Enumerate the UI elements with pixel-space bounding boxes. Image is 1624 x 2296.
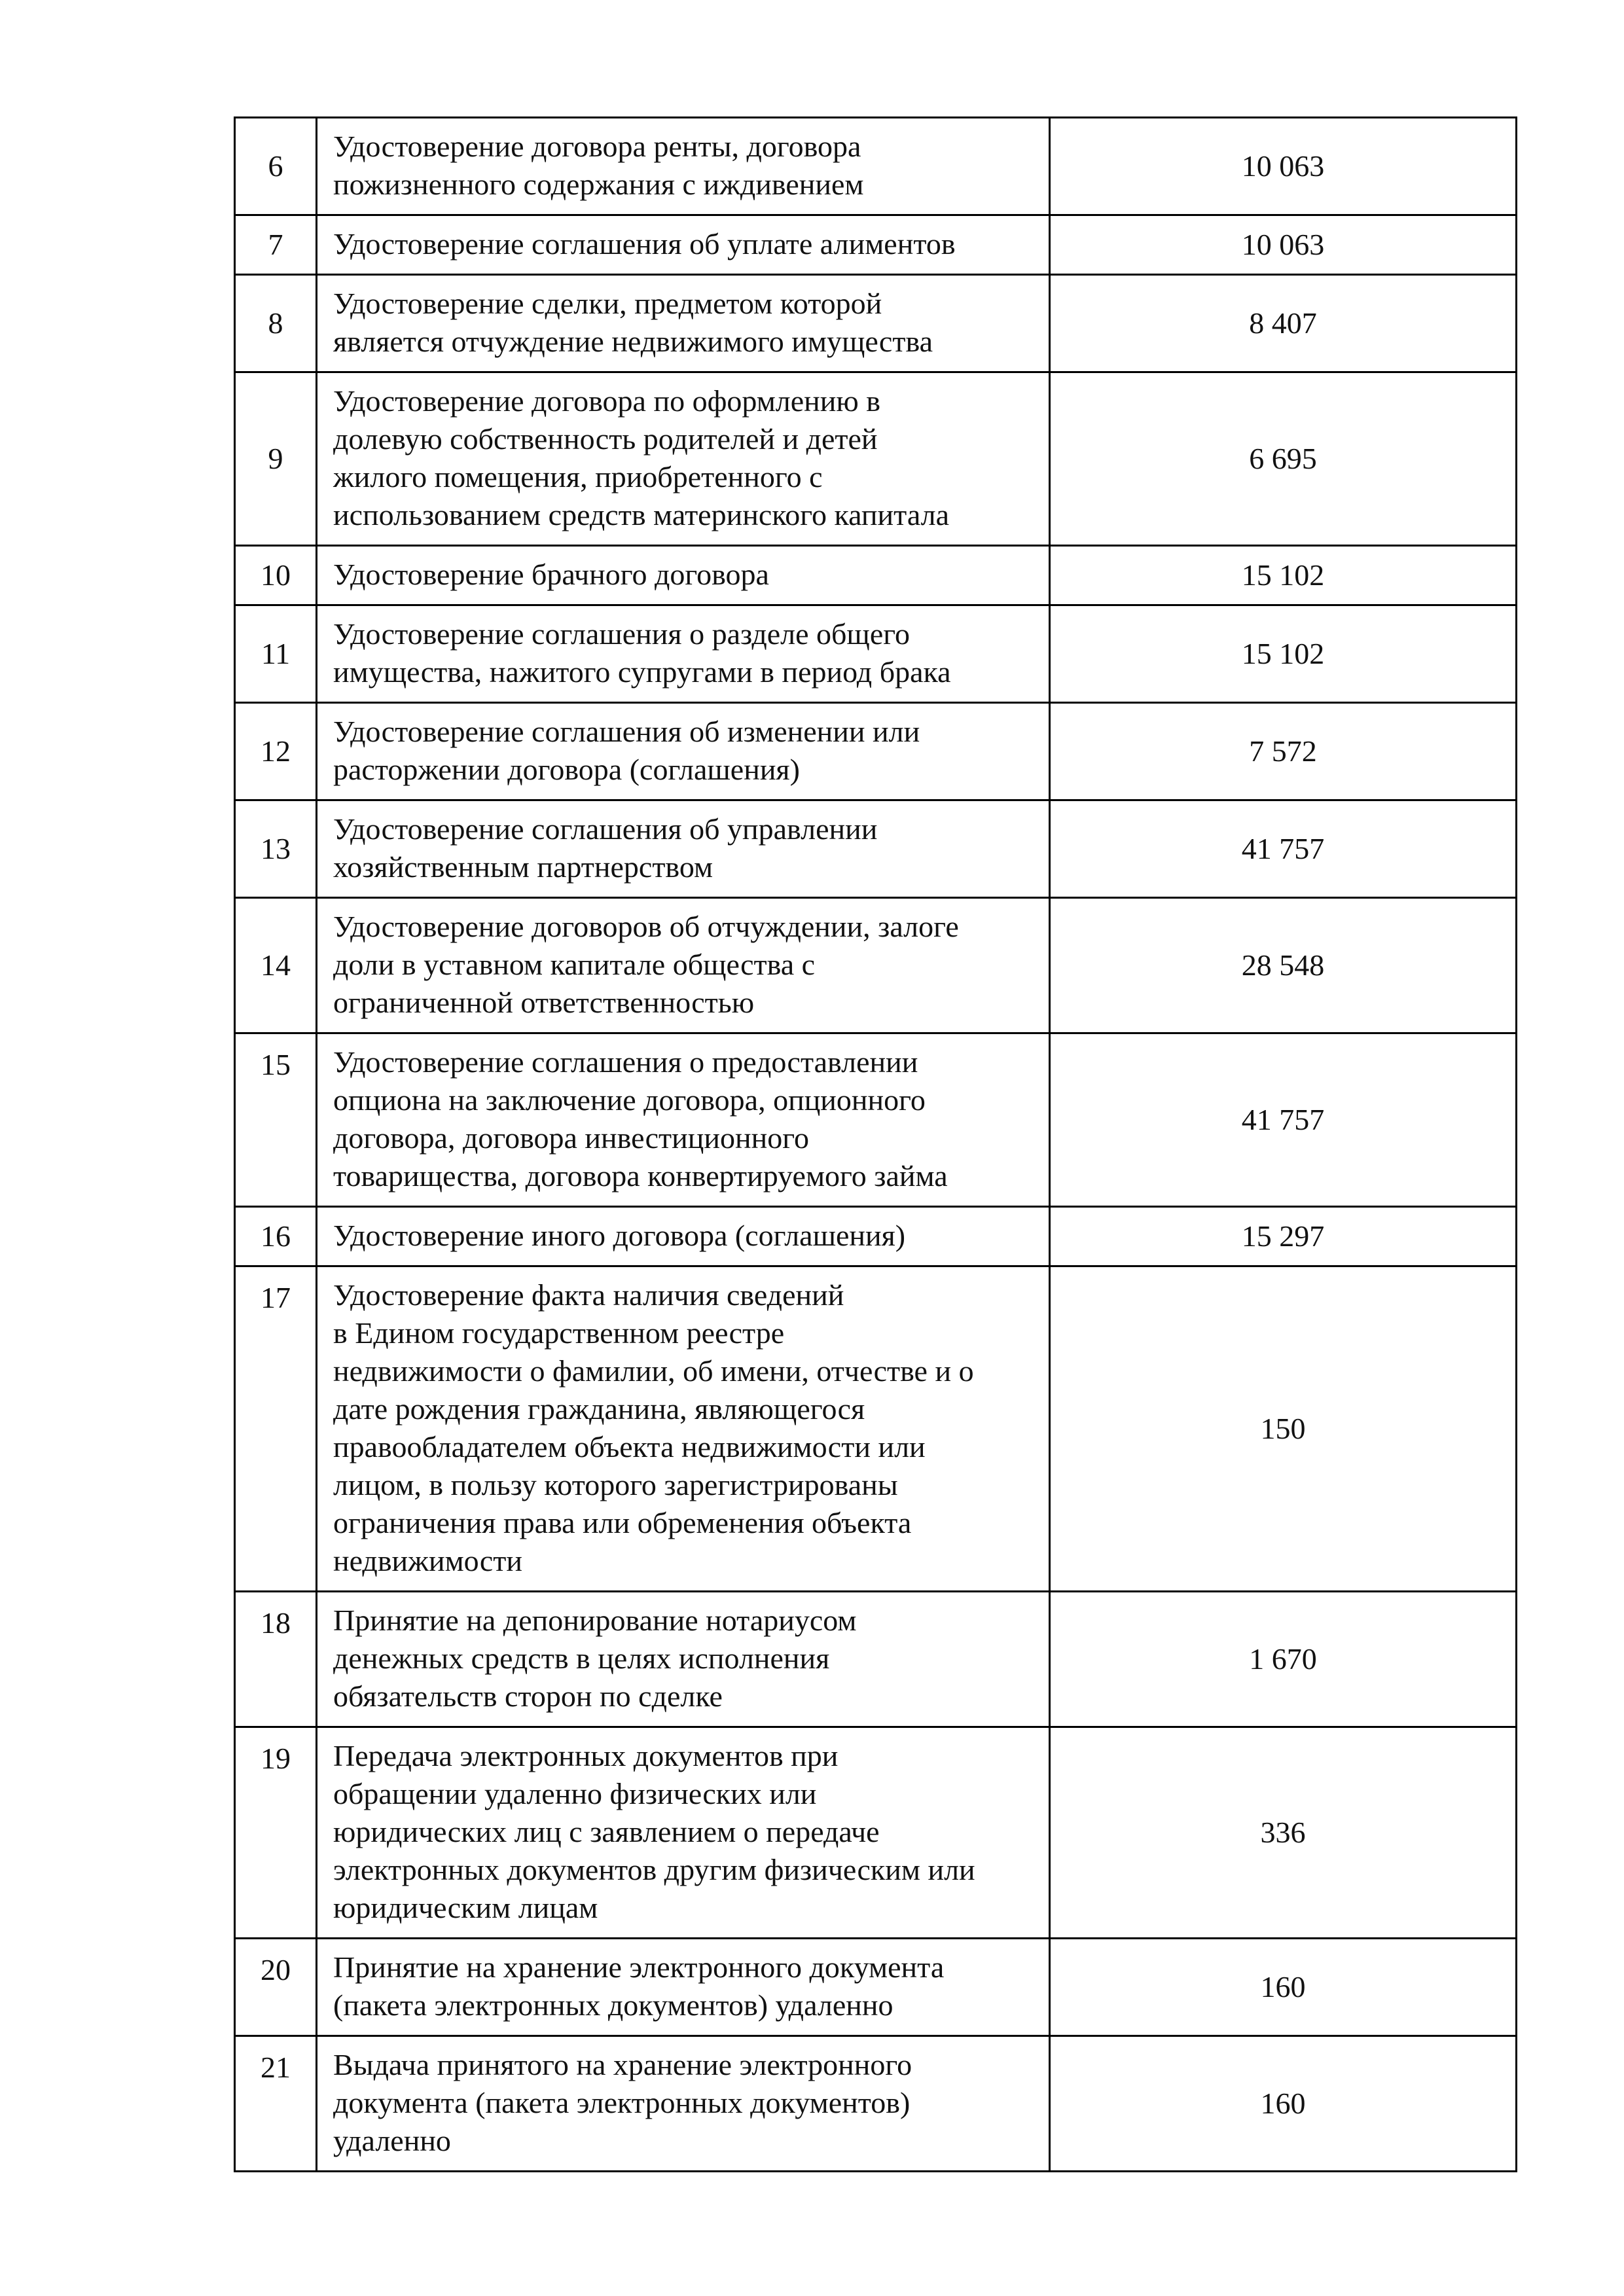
fee-amount-cell: 150 <box>1050 1266 1517 1592</box>
service-description-cell <box>317 1033 1050 1207</box>
description-line: юридических лиц с заявлением о передаче <box>333 1815 880 1848</box>
service-description-cell <box>317 703 1050 800</box>
fee-amount-cell: 10 063 <box>1050 215 1517 275</box>
table-row <box>235 898 1517 1033</box>
service-description-cell <box>317 800 1050 898</box>
fee-amount-cell: 160 <box>1050 2036 1517 2172</box>
description-line: расторжении договора (соглашения) <box>333 753 800 786</box>
description-line: Удостоверение соглашения об изменении или <box>333 715 920 748</box>
service-description-cell <box>317 372 1050 546</box>
fee-amount-cell: 15 297 <box>1050 1207 1517 1266</box>
description-line: использованием средств материнского капитала <box>333 498 950 531</box>
fee-amount-cell: 41 757 <box>1050 1033 1517 1207</box>
description-line: Удостоверение брачного договора <box>333 558 769 591</box>
service-description-cell <box>317 1266 1050 1592</box>
description-line: Передача электронных документов при <box>333 1739 839 1772</box>
fee-amount-cell: 15 102 <box>1050 605 1517 703</box>
description-line: товарищества, договора конвертируемого займа <box>333 1159 948 1193</box>
service-description-cell <box>317 1939 1050 2036</box>
fee-amount-cell: 6 695 <box>1050 372 1517 546</box>
service-description-cell <box>317 118 1050 215</box>
description-line: опциона на заключение договора, опционного <box>333 1083 926 1117</box>
description-line: является отчуждение недвижимого имущества <box>333 325 933 358</box>
table-row <box>235 372 1517 546</box>
service-description-cell <box>317 1207 1050 1266</box>
description-line: имущества, нажитого супругами в период брака <box>333 655 951 689</box>
description-line: электронных документов другим физическим или <box>333 1853 975 1886</box>
description-line: Удостоверение соглашения о предоставлении <box>333 1045 918 1079</box>
fee-amount-cell: 1 670 <box>1050 1592 1517 1727</box>
service-description-cell <box>317 215 1050 275</box>
row-number-cell: 11 <box>235 605 317 703</box>
description-line: Удостоверение факта наличия сведений <box>333 1278 844 1312</box>
description-line: жилого помещения, приобретенного с <box>333 460 823 493</box>
row-number-cell: 6 <box>235 118 317 215</box>
description-line: правообладателем объекта недвижимости или <box>333 1430 926 1463</box>
fee-table <box>234 117 1517 2172</box>
service-description-cell <box>317 546 1050 605</box>
table-row <box>235 800 1517 898</box>
table-row <box>235 275 1517 372</box>
row-number-cell: 19 <box>235 1727 317 1939</box>
description-line: Выдача принятого на хранение электронного <box>333 2048 912 2081</box>
description-line: (пакета электронных документов) удаленно <box>333 1988 893 2022</box>
fee-amount-cell: 7 572 <box>1050 703 1517 800</box>
description-line: Принятие на депонирование нотариусом <box>333 1604 857 1637</box>
row-number-cell: 21 <box>235 2036 317 2172</box>
table-row <box>235 1266 1517 1592</box>
table-row <box>235 1592 1517 1727</box>
row-number-cell: 14 <box>235 898 317 1033</box>
table-row <box>235 1033 1517 1207</box>
row-number-cell: 12 <box>235 703 317 800</box>
description-line: документа (пакета электронных документов) <box>333 2086 911 2119</box>
row-number-cell: 18 <box>235 1592 317 1727</box>
description-line: дате рождения гражданина, являющегося <box>333 1392 865 1426</box>
description-line: Принятие на хранение электронного документа <box>333 1950 945 1984</box>
fee-amount-cell: 8 407 <box>1050 275 1517 372</box>
service-description-cell <box>317 1727 1050 1939</box>
fee-amount-cell: 336 <box>1050 1727 1517 1939</box>
description-line: Удостоверение соглашения об управлении <box>333 812 878 846</box>
description-line: долевую собственность родителей и детей <box>333 422 878 456</box>
description-line: удаленно <box>333 2124 451 2157</box>
row-number-cell: 17 <box>235 1266 317 1592</box>
description-line: ограничения права или обременения объекта <box>333 1506 912 1539</box>
description-line: пожизненного содержания с иждивением <box>333 168 864 201</box>
description-line: обращении удаленно физических или <box>333 1777 817 1810</box>
description-line: денежных средств в целях исполнения <box>333 1641 830 1675</box>
description-line: доли в уставном капитале общества с <box>333 948 816 981</box>
description-line: Удостоверение договора ренты, договора <box>333 130 861 163</box>
row-number-cell: 8 <box>235 275 317 372</box>
description-line: Удостоверение соглашения об уплате алиментов <box>333 227 956 260</box>
row-number-cell: 16 <box>235 1207 317 1266</box>
row-number-cell: 20 <box>235 1939 317 2036</box>
description-line: обязательств сторон по сделке <box>333 1679 723 1713</box>
description-line: недвижимости <box>333 1544 522 1577</box>
service-description-cell <box>317 1592 1050 1727</box>
service-description-cell <box>317 898 1050 1033</box>
fee-amount-cell: 41 757 <box>1050 800 1517 898</box>
row-number-cell: 15 <box>235 1033 317 1207</box>
description-line: Удостоверение сделки, предметом которой <box>333 287 882 320</box>
table-row <box>235 1939 1517 2036</box>
description-line: лицом, в пользу которого зарегистрированы <box>333 1468 898 1501</box>
description-line: Удостоверение договора по оформлению в <box>333 384 880 418</box>
fee-amount-cell: 10 063 <box>1050 118 1517 215</box>
table-row <box>235 605 1517 703</box>
service-description-cell <box>317 275 1050 372</box>
description-line: юридическим лицам <box>333 1891 598 1924</box>
description-line: Удостоверение иного договора (соглашения) <box>333 1219 906 1252</box>
service-description-cell <box>317 2036 1050 2172</box>
description-line: ограниченной ответственностью <box>333 986 755 1019</box>
table-row <box>235 703 1517 800</box>
fee-table-body <box>235 118 1517 2172</box>
description-line: Удостоверение договоров об отчуждении, залоге <box>333 910 959 943</box>
description-line: Удостоверение соглашения о разделе общего <box>333 617 910 651</box>
fee-amount-cell: 160 <box>1050 1939 1517 2036</box>
table-row <box>235 546 1517 605</box>
description-line: хозяйственным партнерством <box>333 850 713 884</box>
description-line: недвижимости о фамилии, об имени, отчестве и о <box>333 1354 974 1388</box>
row-number-cell: 9 <box>235 372 317 546</box>
table-row <box>235 1727 1517 1939</box>
table-row <box>235 1207 1517 1266</box>
description-line: договора, договора инвестиционного <box>333 1121 809 1155</box>
row-number-cell: 13 <box>235 800 317 898</box>
fee-amount-cell: 15 102 <box>1050 546 1517 605</box>
row-number-cell: 7 <box>235 215 317 275</box>
table-row <box>235 118 1517 215</box>
table-row <box>235 215 1517 275</box>
fee-amount-cell: 28 548 <box>1050 898 1517 1033</box>
service-description-cell <box>317 605 1050 703</box>
row-number-cell: 10 <box>235 546 317 605</box>
table-row <box>235 2036 1517 2172</box>
description-line: в Едином государственном реестре <box>333 1316 785 1350</box>
